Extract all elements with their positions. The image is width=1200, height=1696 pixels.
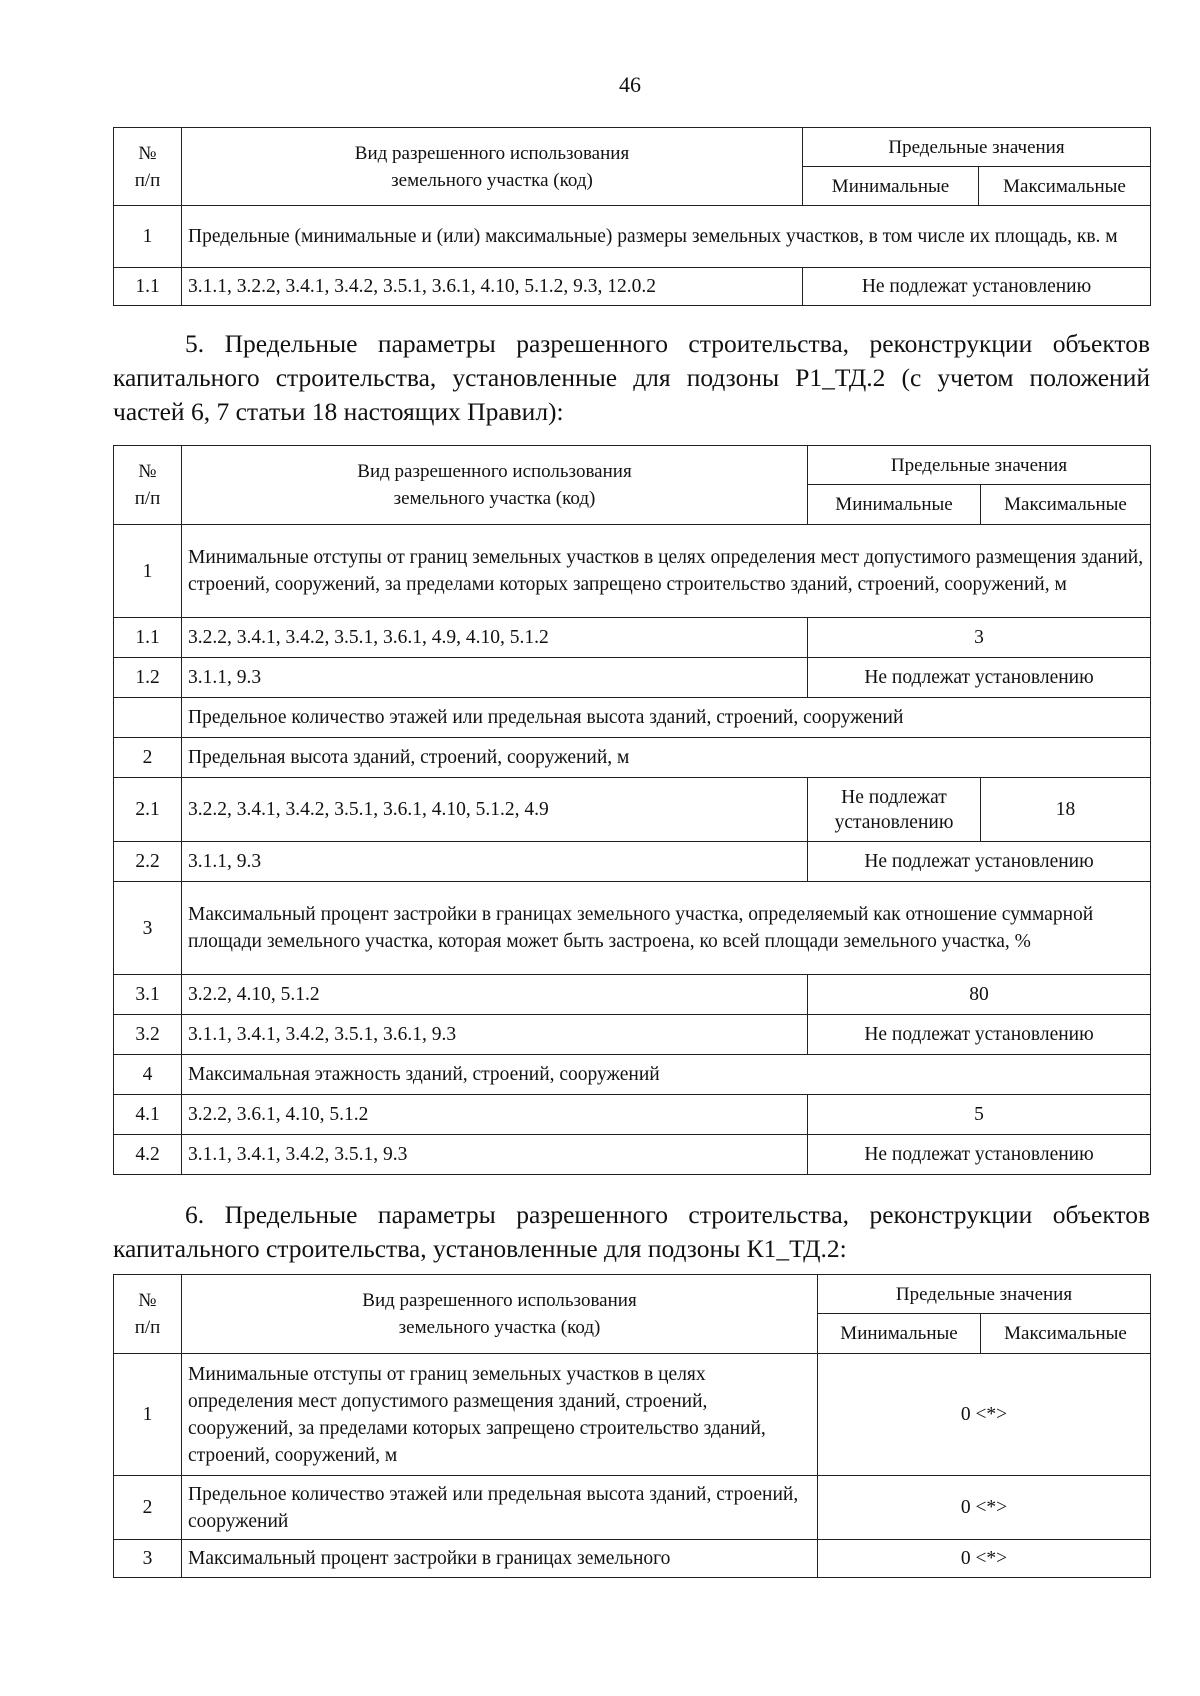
row-num: 1 (114, 525, 182, 618)
header-num-line1: № (138, 1290, 157, 1311)
row-description: Максимальная этажность зданий, строений, сооружений (182, 1055, 1151, 1095)
row-num: 2 (114, 738, 182, 778)
table-row (114, 698, 1151, 738)
row-codes: 3.2.2, 3.4.1, 3.4.2, 3.5.1, 3.6.1, 4.9, 4.10, 5.1.2 (182, 618, 808, 658)
table-row (114, 1476, 1151, 1540)
limits-table-1 (113, 127, 1151, 306)
header-limits: Предельные значения (808, 446, 1151, 485)
row-description: Предельное количество этажей или предельная высота зданий, строений, сооружений (182, 1476, 818, 1540)
limits-table-2 (113, 445, 1151, 1175)
row-description: Минимальные отступы от границ земельных участков в целях определения мест допустимого размещения зданий, строений, сооружений, за пределами которых запрещено строительство зданий, строений, сооружений, м (182, 525, 1151, 618)
table-row (114, 1055, 1151, 1095)
row-num: 2.2 (114, 842, 182, 882)
table-row (114, 778, 1151, 842)
row-value: Не подлежат установлению (808, 1015, 1151, 1055)
header-num (114, 1275, 182, 1354)
paragraph-5 (113, 327, 1150, 429)
row-num: 2.1 (114, 778, 182, 842)
row-num: 1.2 (114, 658, 182, 698)
row-num: 3 (114, 882, 182, 975)
header-type-line1: Вид разрешенного использования (357, 461, 632, 482)
row-value: 5 (808, 1095, 1151, 1135)
row-codes: 3.1.1, 9.3 (182, 658, 808, 698)
header-min: Минимальные (803, 167, 979, 206)
paragraph-5-text: 5. Предельные параметры разрешенного строительства, реконструкции объектов капитального строительства, установленные для подзоны Р1_ТД.2 (с учетом положений частей 6, 7 статьи 18 настоящих Правил): (113, 329, 1150, 426)
row-description: Предельное количество этажей или предельная высота зданий, строений, сооружений (182, 698, 1151, 738)
header-max: Максимальные (981, 1314, 1151, 1354)
row-value: 0 <*> (818, 1354, 1151, 1476)
header-limits: Предельные значения (818, 1275, 1151, 1314)
header-max: Максимальные (979, 167, 1151, 206)
table-row (114, 1015, 1151, 1055)
row-description: Предельная высота зданий, строений, сооружений, м (182, 738, 1151, 778)
row-codes: 3.1.1, 3.4.1, 3.4.2, 3.5.1, 9.3 (182, 1135, 808, 1175)
row-value: Не подлежат установлению (808, 1135, 1151, 1175)
header-num (114, 128, 182, 206)
row-value: Не подлежат установлению (803, 268, 1151, 306)
row-value: 0 <*> (818, 1540, 1151, 1578)
row-num: 1 (114, 206, 182, 268)
header-type (182, 446, 808, 525)
header-type-line2: земельного участка (код) (391, 169, 593, 191)
row-description: Предельные (минимальные и (или) максимальные) размеры земельных участков, в том числе их площадь, кв. м (182, 206, 1151, 268)
table-row (114, 525, 1151, 618)
row-description: Максимальный процент застройки в границах земельного (182, 1540, 818, 1578)
paragraph-6 (113, 1198, 1150, 1266)
header-type-line2: земельного участка (код) (398, 1317, 601, 1338)
header-num-line2: п/п (134, 1317, 161, 1338)
row-num (114, 698, 182, 738)
row-num: 2 (114, 1476, 182, 1540)
header-num-line1: № (138, 142, 157, 164)
table-row (114, 658, 1151, 698)
row-codes: 3.2.2, 4.10, 5.1.2 (182, 975, 808, 1015)
table-row (114, 738, 1151, 778)
table-row (114, 268, 1151, 306)
header-num-line2: п/п (134, 169, 161, 191)
row-num: 4 (114, 1055, 182, 1095)
row-value: Не подлежат установлению (808, 658, 1151, 698)
row-codes: 3.1.1, 9.3 (182, 842, 808, 882)
header-type-line1: Вид разрешенного использования (354, 142, 630, 164)
table-row (114, 1354, 1151, 1476)
row-num: 3.2 (114, 1015, 182, 1055)
row-num: 1.1 (114, 618, 182, 658)
row-codes: 3.1.1, 3.4.1, 3.4.2, 3.5.1, 3.6.1, 9.3 (182, 1015, 808, 1055)
table-row (114, 1135, 1151, 1175)
row-num: 3 (114, 1540, 182, 1578)
row-max-value: 18 (981, 778, 1151, 842)
row-description: Максимальный процент застройки в границах земельного участка, определяемый как отношение суммарной площади земельного участка, которая может быть застроена, ко всей площади земельного участка, % (182, 882, 1151, 975)
paragraph-6-text: 6. Предельные параметры разрешенного строительства, реконструкции объектов капитального строительства, установленные для подзоны К1_ТД.2: (113, 1200, 1150, 1263)
table-row (114, 1095, 1151, 1135)
table-row (114, 842, 1151, 882)
row-codes: 3.1.1, 3.2.2, 3.4.1, 3.4.2, 3.5.1, 3.6.1, 4.10, 5.1.2, 9.3, 12.0.2 (182, 268, 803, 306)
header-min: Минимальные (808, 485, 981, 525)
header-type (182, 128, 803, 206)
row-num: 4.2 (114, 1135, 182, 1175)
row-description: Минимальные отступы от границ земельных участков в целях определения мест допустимого размещения зданий, строений, сооружений, за пределами которых запрещено строительство зданий, строений, сооружений, м (182, 1354, 818, 1476)
row-value: 0 <*> (818, 1476, 1151, 1540)
header-type (182, 1275, 818, 1354)
limits-table-3 (113, 1274, 1151, 1578)
header-num-line1: № (138, 461, 157, 482)
row-codes: 3.2.2, 3.4.1, 3.4.2, 3.5.1, 3.6.1, 4.10, 5.1.2, 4.9 (182, 778, 808, 842)
header-limits: Предельные значения (803, 128, 1151, 167)
page-number: 46 (619, 72, 641, 97)
row-num: 1.1 (114, 268, 182, 306)
row-codes: 3.2.2, 3.6.1, 4.10, 5.1.2 (182, 1095, 808, 1135)
header-type-line1: Вид разрешенного использования (362, 1290, 637, 1311)
header-type-line2: земельного участка (код) (393, 488, 596, 509)
row-value: Не подлежат установлению (808, 842, 1151, 882)
row-num: 1 (114, 1354, 182, 1476)
table-row (114, 1540, 1151, 1578)
row-value: 80 (808, 975, 1151, 1015)
header-min: Минимальные (818, 1314, 981, 1354)
table-row (114, 882, 1151, 975)
table-row (114, 618, 1151, 658)
row-num: 4.1 (114, 1095, 182, 1135)
header-max: Максимальные (981, 485, 1151, 525)
row-value: 3 (808, 618, 1151, 658)
row-num: 3.1 (114, 975, 182, 1015)
header-num (114, 446, 182, 525)
header-num-line2: п/п (134, 488, 161, 509)
table-row (114, 975, 1151, 1015)
table-row (114, 206, 1151, 268)
row-min-value: Не подлежат установлению (808, 778, 981, 842)
